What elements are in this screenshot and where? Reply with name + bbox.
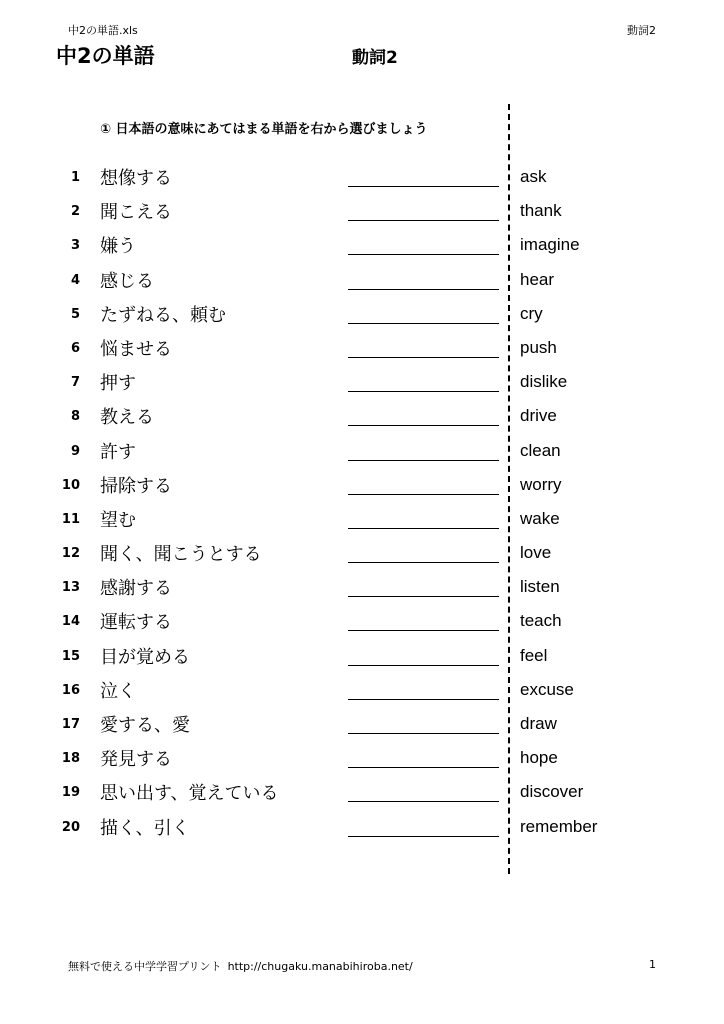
question-number: 19: [61, 785, 80, 801]
question-japanese: 発見する: [100, 749, 172, 771]
answer-blank[interactable]: [348, 733, 499, 734]
answer-blank[interactable]: [348, 630, 499, 631]
question-row: [0, 536, 724, 570]
choice-word: push: [520, 337, 557, 357]
question-number: 20: [61, 819, 80, 835]
answer-blank[interactable]: [348, 357, 499, 358]
question-number: 9: [70, 443, 80, 459]
answer-blank[interactable]: [348, 528, 499, 529]
question-japanese: 描く、引く: [100, 817, 190, 839]
choice-word: listen: [520, 577, 560, 597]
choice-word: draw: [520, 714, 557, 733]
question-japanese: 望む: [100, 509, 136, 531]
answer-blank[interactable]: [348, 460, 499, 461]
choice-word: teach: [520, 611, 562, 631]
answer-blank[interactable]: [348, 220, 499, 221]
question-japanese: 目が覚める: [100, 646, 190, 668]
question-japanese: 嫌う: [100, 236, 136, 258]
choice-word: dislike: [520, 372, 568, 392]
question-number: 13: [61, 580, 80, 596]
question-number: 10: [61, 477, 80, 493]
question-number: 3: [70, 238, 80, 254]
footer: [68, 958, 413, 974]
question-row: [0, 502, 724, 536]
choice-word: hope: [520, 748, 558, 768]
choice-word: ask: [520, 167, 547, 186]
answer-blank[interactable]: [348, 596, 499, 597]
question-row: [0, 775, 724, 809]
answer-blank[interactable]: [348, 289, 499, 290]
question-row: [0, 741, 724, 775]
question-japanese: 感じる: [100, 270, 154, 292]
question-japanese: 聞こえる: [100, 202, 172, 224]
answer-blank[interactable]: [348, 254, 499, 255]
choice-word: love: [520, 543, 552, 563]
question-number: 11: [61, 511, 80, 527]
question-row: [0, 604, 724, 638]
question-list: [0, 160, 724, 844]
question-row: [0, 434, 724, 468]
footer-url-link[interactable]: http://chugaku.manabihiroba.net/: [227, 960, 413, 973]
choice-word: wake: [520, 508, 560, 528]
answer-blank[interactable]: [348, 391, 499, 392]
answer-blank[interactable]: [348, 801, 499, 802]
answer-blank[interactable]: [348, 186, 499, 187]
page-title: 中2の単語: [56, 44, 155, 68]
choice-word: remember: [520, 816, 598, 836]
question-number: 1: [70, 170, 80, 185]
question-japanese: 押す: [100, 373, 136, 395]
choice-word: drive: [520, 406, 557, 426]
question-row: [0, 639, 724, 673]
choice-word: hear: [520, 269, 555, 289]
choice-word: feel: [520, 645, 548, 665]
page-number: 1: [649, 958, 656, 971]
answer-blank[interactable]: [348, 699, 499, 700]
file-name: 中2の単語.xls: [68, 24, 138, 37]
question-japanese: 感謝する: [100, 578, 172, 600]
choice-word: thank: [520, 201, 562, 221]
page-subtitle: 動詞2: [352, 48, 398, 68]
answer-blank[interactable]: [348, 767, 499, 768]
choice-word: clean: [520, 440, 561, 460]
question-japanese: 聞く、聞こうとする: [100, 544, 262, 566]
answer-blank[interactable]: [348, 836, 499, 837]
question-japanese: 愛する、愛: [100, 715, 190, 736]
question-number: 7: [70, 375, 80, 391]
question-japanese: 許す: [100, 441, 136, 463]
choice-word: cry: [520, 303, 543, 323]
question-number: 18: [61, 751, 80, 767]
answer-blank[interactable]: [348, 665, 499, 666]
sheet-label: 動詞2: [627, 24, 656, 37]
answer-blank[interactable]: [348, 323, 499, 324]
question-japanese: 泣く: [100, 680, 136, 702]
question-row: [0, 570, 724, 604]
question-number: 14: [61, 614, 80, 630]
footer-site-name: 無料で使える中学学習プリント: [68, 960, 222, 973]
question-row: [0, 228, 724, 262]
question-row: [0, 297, 724, 331]
question-row: [0, 468, 724, 502]
question-japanese: 悩ませる: [100, 338, 172, 360]
question-number: 12: [61, 546, 80, 562]
question-row: [0, 365, 724, 399]
question-row: [0, 160, 724, 194]
question-number: 15: [61, 648, 80, 664]
question-number: 5: [70, 306, 80, 322]
question-row: [0, 194, 724, 228]
question-number: 4: [70, 272, 80, 288]
answer-blank[interactable]: [348, 494, 499, 495]
question-number: 6: [70, 340, 80, 356]
question-row: [0, 810, 724, 844]
question-japanese: 運転する: [100, 612, 172, 634]
choice-word: imagine: [520, 235, 580, 255]
question-number: 17: [61, 717, 80, 732]
question-japanese: 想像する: [100, 168, 172, 189]
question-japanese: 掃除する: [100, 475, 172, 497]
question-row: [0, 399, 724, 433]
answer-blank[interactable]: [348, 562, 499, 563]
question-japanese: たずねる、頼む: [100, 304, 226, 326]
question-japanese: 教える: [100, 407, 154, 429]
question-row: [0, 263, 724, 297]
instruction: ① 日本語の意味にあてはまる単語を右から選びましょう: [100, 122, 428, 137]
choice-word: excuse: [520, 679, 574, 699]
question-japanese: 思い出す、覚えている: [100, 783, 279, 805]
choice-word: worry: [520, 474, 562, 494]
question-number: 16: [61, 682, 80, 698]
answer-blank[interactable]: [348, 425, 499, 426]
question-row: [0, 331, 724, 365]
question-row: [0, 673, 724, 707]
question-number: 2: [70, 204, 80, 220]
choice-word: discover: [520, 782, 584, 802]
question-number: 8: [70, 409, 80, 425]
question-row: [0, 707, 724, 741]
